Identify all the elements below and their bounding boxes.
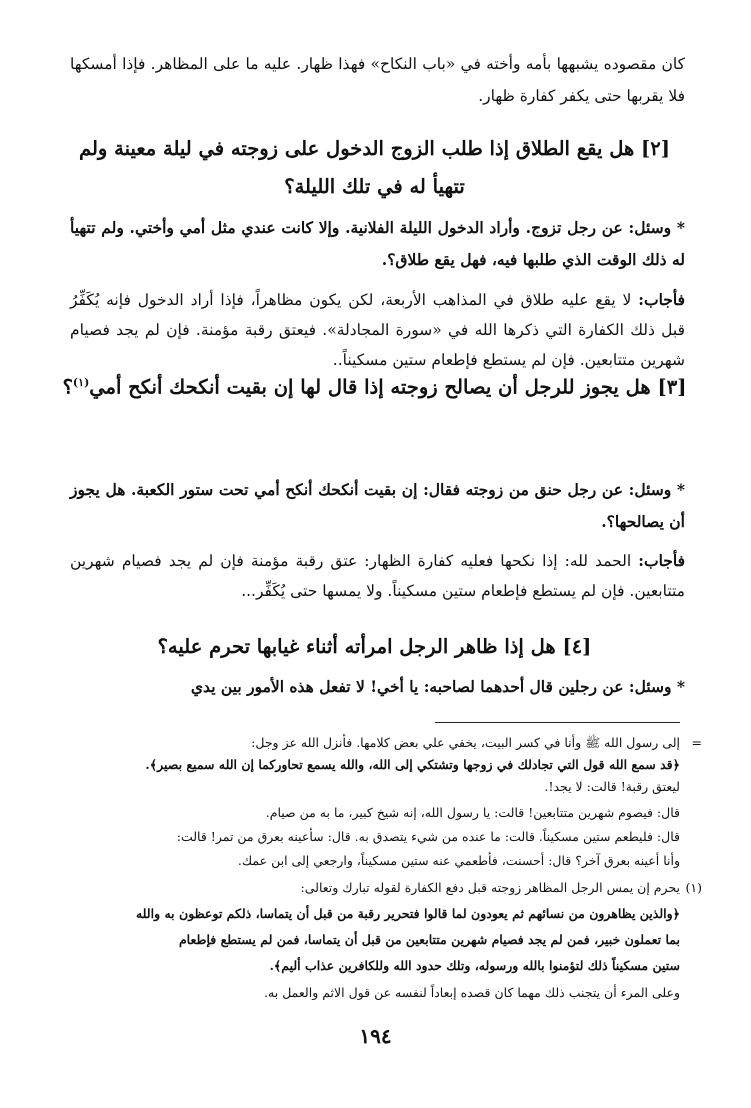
answer-3 [70,546,685,606]
answer-text: لا يقع عليه طلاق في المذاهب الأربعة، لكن يكون مظاهراً، فإذا أراد الدخول فإنه يُكَفِّرُ قبل ذلك الكفارة التي ذكرها الله في «سورة المجادلة». فيعتق رقبة مؤمنة. فإن لم يجد فصيام شهرين متتابعين. فإن لم يستطع فإطعام ستين مسكيناً.. [70,291,685,369]
answer-label: فأجاب: [638,551,685,570]
footnote-line: قال: فيصوم شهرين متتابعين! قالت: يا رسول الله، إنه شيخ كبير، ما به من صيام. [265,805,680,820]
footnote-verse-line: ﴿قد سمع الله قول التي تجادلك في زوجها وتشتكي إلى الله، والله يسمع تحاوركما إن الله سميع بصير﴾. [145,757,680,772]
heading-question-3 [62,364,687,407]
intro-paragraph: كان مقصوده يشبهها بأمه وأخته في «باب النكاح» فهذا ظهار. عليه ما على المظاهر. فإذا أمسكها فلا يقربها حتى يكفر كفارة ظهار. [70,55,685,105]
footnote-line: إلى رسول الله ﷺ وأنا في كسر البيت، يخفي علي بعض كلامها. فأنزل الله عز وجل: [251,735,680,750]
answer-2 [70,285,685,375]
continuation-mark: = [691,735,702,750]
footnote-line: قال: فليطعم ستين مسكيناً. قالت: ما عنده من شيء يتصدق به. قال: سأعينه بعرق من تمر! قالت: [176,829,680,844]
question-label: * وسئل: [628,218,685,237]
page-number: ١٩٤ [359,1024,392,1048]
question-text: عن رجلين قال أحدهما لصاحبه: يا أخي! لا تفعل هذه الأمور بين يدي [190,677,624,696]
question-label: * وسئل: [628,480,685,499]
footnote-divider [435,722,680,723]
question-2 [70,212,685,276]
footnote-verse-line: ستين مسكيناً ذلك لتؤمنوا بالله ورسوله، وتلك حدود الله وللكافرين عذاب أليم﴾. [269,958,680,973]
footnote-1-mark: (١) [685,880,702,895]
question-label: * وسئل: [628,677,685,696]
heading-text: [٣] هل يجوز للرجل أن يصالح زوجته إذا قال لها إن بقيت أنكحك أنكح أمي [89,375,687,399]
question-text: عن رجل تزوج. وأراد الدخول الليلة الفلانية. وإلا كانت عندي مثل أمي وأختي. ولم تتهيأ له ذلك الوقت الذي طلبها فيه، فهل يقع طلاق؟. [70,218,685,269]
footnote-1-intro: يحرم إن يمس الرجل المظاهر زوجته قبل دفع الكفارة لقوله تبارك وتعالى: [300,880,680,895]
question-text: عن رجل حنق من زوجته فقال: إن بقيت أنكحك أنكح أمي تحت ستور الكعبة. هل يجوز أن يصالحها؟. [70,480,685,531]
heading-question-2: [٢] هل يقع الطلاق إذا طلب الزوج الدخول على زوجته في ليلة معينة ولم تتهيأ له في تلك الليلة؟ [79,137,670,198]
footnote-line: وأنا أعينه بعرق آخر؟ قال: أحسنت، فأطعمي عنه ستين مسكيناً، وارجعي إلى ابن عمك. [237,853,680,868]
footnote-closing: وعلى المرء أن يتجنب ذلك مهما كان قصده إبعاداً لنفسه عن قول الاثم والعمل به. [264,985,680,1000]
heading-end: ؟ [62,375,73,399]
heading-question-4: [٤] هل إذا ظاهر الرجل امرأته أثناء غيابها تحرم عليه؟ [157,635,592,658]
footnote-ref[interactable]: (١) [72,376,90,389]
question-4 [70,671,685,703]
footnote-1 [70,877,702,899]
answer-label: فأجاب: [638,290,685,309]
footnote-verse-line: بما تعملون خبير، فمن لم يجد فصيام شهرين متتابعين من قبل أن يتماسا، فمن لم يستطع فإطعام [178,932,680,947]
answer-text: الحمد لله: إذا نكحها فعليه كفارة الظهار: عتق رقبة مؤمنة فإن لم يجد فصيام شهرين متتابعين. فإن لم يستطع فإطعام ستين مسكيناً. ولا يمسها حتى يُكَفِّر... [70,552,685,600]
footnote-line: ليعتق رقبة! قالت: لا يجد!. [544,779,680,794]
footnote-continuation-line [70,732,702,754]
footnote-verse-line: ﴿والذين يظاهرون من نسائهم ثم يعودون لما قالوا فتحرير رقبة من قبل أن يتماسا، ذلكم توعظون به والله [135,906,680,921]
question-3 [70,474,685,538]
